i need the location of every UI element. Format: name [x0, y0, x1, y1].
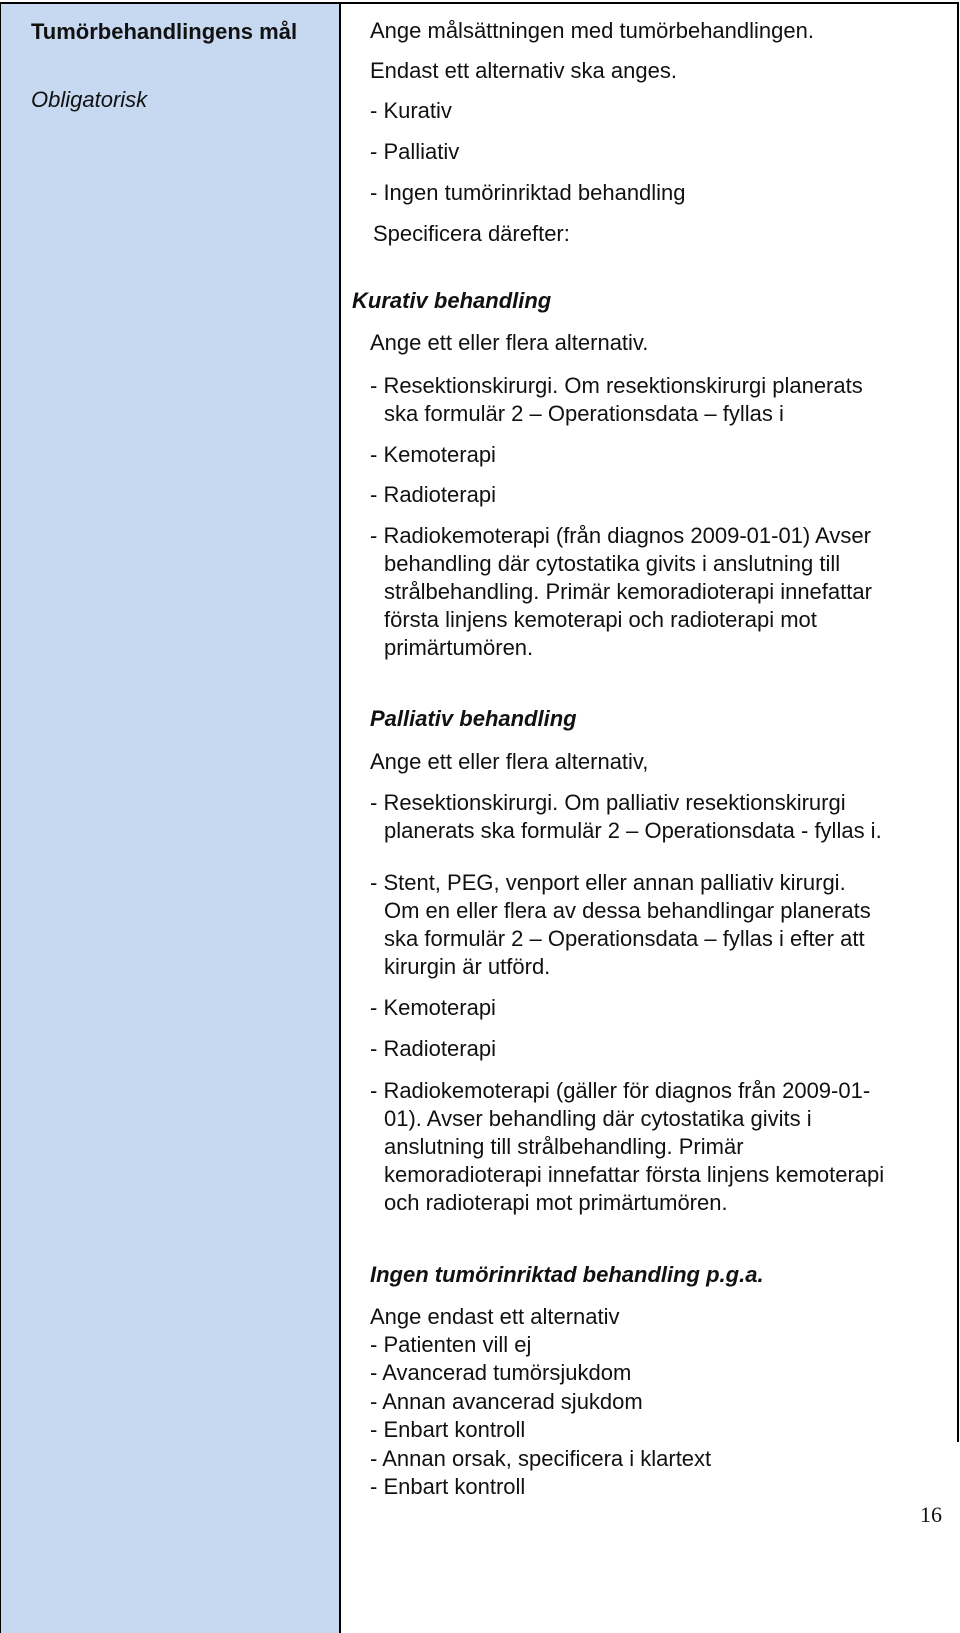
intro-line: Ange målsättningen med tumörbehandlingen. — [370, 18, 814, 43]
table-top-border — [0, 2, 959, 4]
palliativ-item-cont: anslutning till strålbehandling. Primär — [384, 1134, 744, 1159]
palliativ-item-cont: kemoradioterapi innefattar första linjens kemoterapi — [384, 1162, 885, 1187]
field-label-column — [0, 2, 341, 1633]
palliativ-item-cont: och radioterapi mot primärtumören. — [384, 1190, 728, 1215]
ingen-instruction: Ange endast ett alternativ — [370, 1304, 620, 1329]
kurativ-item: - Radiokemoterapi (från diagnos 2009-01-01) Avser — [370, 523, 871, 548]
intro-option: - Ingen tumörinriktad behandling — [370, 180, 686, 205]
kurativ-item-cont: behandling där cytostatika givits i anslutning till — [384, 551, 841, 576]
intro-line: Endast ett alternativ ska anges. — [370, 58, 677, 83]
palliativ-item-cont: kirurgin är utförd. — [384, 954, 551, 979]
intro-option: - Palliativ — [370, 139, 460, 164]
kurativ-item-cont: första linjens kemoterapi och radioterapi mot — [384, 607, 817, 632]
kurativ-heading: Kurativ behandling — [352, 288, 552, 313]
kurativ-item-cont: primärtumören. — [384, 635, 534, 660]
intro-then: Specificera därefter: — [373, 221, 570, 246]
ingen-item: - Annan orsak, specificera i klartext — [370, 1446, 712, 1471]
palliativ-item-cont: 01). Avser behandling där cytostatika givits i — [384, 1106, 812, 1131]
field-requirement: Obligatorisk — [31, 87, 148, 112]
kurativ-item-cont: strålbehandling. Primär kemoradioterapi innefattar — [384, 579, 872, 604]
ingen-item: - Enbart kontroll — [370, 1474, 526, 1499]
page-number: 16 — [920, 1502, 942, 1527]
palliativ-instruction: Ange ett eller flera alternativ, — [370, 749, 649, 774]
kurativ-item: - Resektionskirurgi. Om resektionskirurgi planerats — [370, 373, 863, 398]
palliativ-item: - Radiokemoterapi (gäller för diagnos från 2009-01- — [370, 1078, 871, 1103]
kurativ-instruction: Ange ett eller flera alternativ. — [370, 330, 649, 355]
ingen-item: - Patienten vill ej — [370, 1332, 532, 1357]
kurativ-item: - Radioterapi — [370, 482, 496, 507]
ingen-heading: Ingen tumörinriktad behandling p.g.a. — [370, 1262, 764, 1287]
palliativ-item: - Kemoterapi — [370, 995, 496, 1020]
field-title: Tumörbehandlingens mål — [31, 19, 298, 44]
palliativ-item: - Radioterapi — [370, 1036, 496, 1061]
ingen-item: - Annan avancerad sjukdom — [370, 1389, 643, 1414]
ingen-item: - Enbart kontroll — [370, 1417, 526, 1442]
palliativ-item-cont: Om en eller flera av dessa behandlingar planerats — [384, 898, 871, 923]
palliativ-item-cont: planerats ska formulär 2 – Operationsdata - fyllas i. — [384, 818, 882, 843]
table-right-border — [957, 2, 959, 1442]
intro-option: - Kurativ — [370, 98, 452, 123]
kurativ-item: - Kemoterapi — [370, 442, 496, 467]
ingen-item: - Avancerad tumörsjukdom — [370, 1360, 632, 1385]
kurativ-item-cont: ska formulär 2 – Operationsdata – fyllas i — [384, 401, 784, 426]
palliativ-item: - Stent, PEG, venport eller annan palliativ kirurgi. — [370, 870, 846, 895]
palliativ-heading: Palliativ behandling — [370, 706, 577, 731]
palliativ-item-cont: ska formulär 2 – Operationsdata – fyllas i efter att — [384, 926, 865, 951]
palliativ-item: - Resektionskirurgi. Om palliativ resektionskirurgi — [370, 790, 846, 815]
